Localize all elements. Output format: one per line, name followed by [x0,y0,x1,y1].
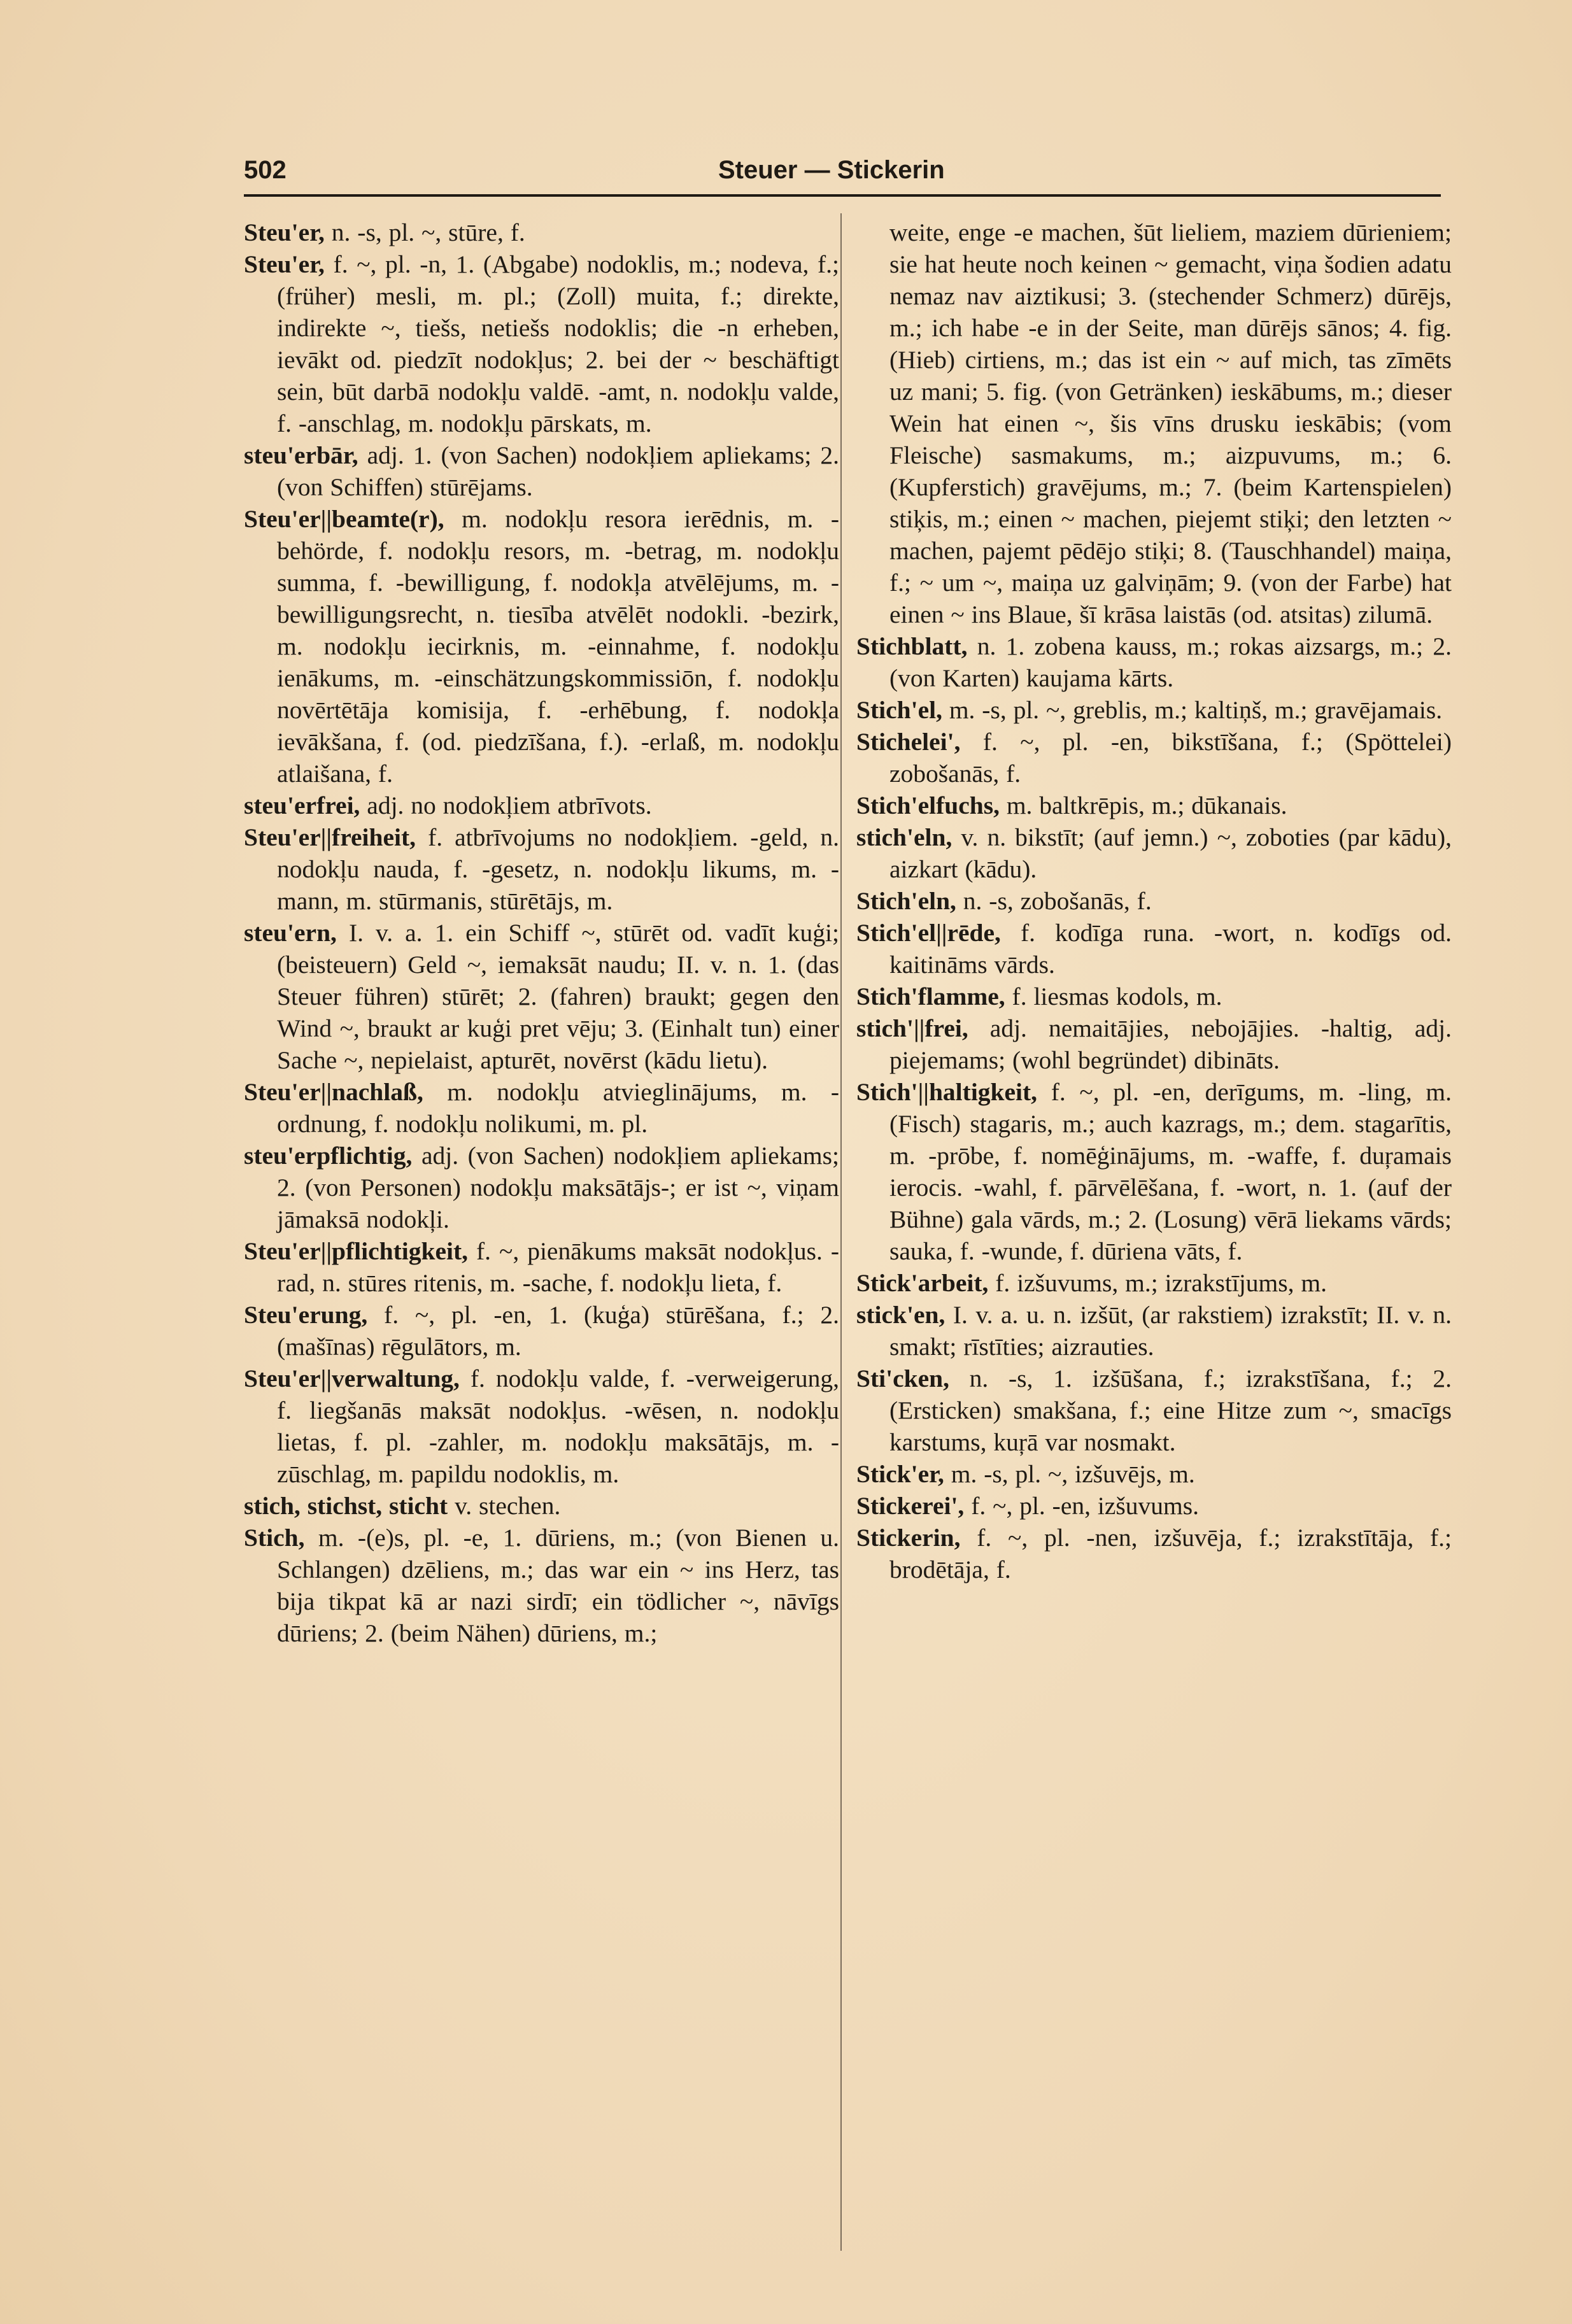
entry-definition: m. baltkrēpis, m.; dūkanais. [999,791,1287,819]
entry-headword: Stick'er, [856,1460,944,1488]
entry-headword: stick'en, [856,1301,945,1329]
entry-headword: Stich'el, [856,696,942,724]
entry-definition: f. ~, pl. -nen, izšuvēja, f.; izrakstītāja, f.; brodētāja, f. [889,1524,1452,1584]
dictionary-entry [244,1235,839,1299]
dictionary-entry [856,1076,1452,1267]
dictionary-entry [244,439,839,503]
entry-headword: stich'||frei, [856,1014,968,1042]
entry-definition: n. -s, 1. izšūšana, f.; izrakstīšana, f.; 2. (Ersticken) smakšana, f.; eine Hitze zum ~, smacīgs karstums, kuŗā var nosmakt. [889,1364,1452,1456]
dictionary-entry [856,1458,1452,1490]
dictionary-entry [856,1299,1452,1363]
dictionary-entry [244,216,839,248]
dictionary-entry [244,821,839,917]
right-column [856,216,1452,1585]
dictionary-entry [244,1490,839,1522]
entry-definition: m. -(e)s, pl. -e, 1. dūriens, m.; (von Bienen u. Schlangen) dzēliens, m.; das war ein ~ ins Herz, tas bija tikpat kā ar nazi sirdī; ein tödlicher ~, nāvīgs dūriens; 2. (beim Nähen) dūriens, m.; [277,1524,839,1647]
dictionary-entry [856,694,1452,726]
dictionary-entry [244,1299,839,1363]
entry-definition: m. -s, pl. ~, greblis, m.; kaltiņš, m.; gravējamais. [942,696,1443,724]
entry-headword: steu'erbār, [244,441,358,469]
entry-headword: Steu'er, [244,250,325,278]
dictionary-entry [244,1363,839,1490]
entry-definition: n. -s, zobošanās, f. [956,887,1152,915]
entry-definition: f. izšuvums, m.; izrakstījums, m. [988,1269,1327,1297]
entry-definition: f. nodokļu valde, f. -verweigerung, f. liegšanās maksāt nodokļus. -wēsen, n. nodokļu lietas, f. pl. -zahler, m. nodokļu maksātājs, m. -zūschlag, m. papildu nodoklis, m. [277,1364,839,1488]
left-column [244,216,839,1649]
dictionary-entry [244,1076,839,1140]
entry-headword: Stich'||haltigkeit, [856,1078,1038,1106]
entry-definition: n. 1. zobena kauss, m.; rokas aizsargs, m.; 2. (von Karten) kaujama kārts. [889,632,1452,692]
entry-definition: f. ~, pl. -en, izšuvums. [964,1492,1199,1520]
entry-headword: Stichblatt, [856,632,968,660]
dictionary-entry [856,1012,1452,1076]
dictionary-entry [244,248,839,439]
entry-definition: weite, enge -e machen, šūt lieliem, maziem dūrieniem; sie hat heute noch keinen ~ gemacht, viņa šodien adatu nemaz nav aiztikusi; 3. (stechender Schmerz) dūrējs, m.; ich habe -e in der Seite, man dūrējs sānos; 4. fig. (Hieb) cirtiens, m.; das ist ein ~ auf mich, tas zīmēts uz mani; 5. fig. (von Getränken) ieskābums, m.; dieser Wein hat einen ~, šis vīns drusku ieskābis; (vom Fleische) sasmakums, m.; aizpuvums, m.; 6. (Kupferstich) gravējums, m.; 7. (beim Kartenspielen) stiķis, m.; einen ~ machen, piejemt stiķi; den letzten ~ machen, pajemt pēdējo stiķi; 8. (Tauschhandel) maiņa, f.; ~ um ~, maiņa uz galviņām; 9. (von der Farbe) hat einen ~ ins Blaue, šī krāsa laistās (od. atsitas) zilumā. [889,218,1452,628]
entry-definition: n. -s, pl. ~, stūre, f. [324,218,525,246]
entry-definition: v. n. bikstīt; (auf jemn.) ~, zoboties (par kādu), aizkart (kādu). [889,823,1452,883]
page-header [244,153,1441,197]
dictionary-entry [244,1140,839,1235]
entry-headword: steu'erfrei, [244,791,360,819]
dictionary-entry [856,630,1452,694]
entry-definition: f. ~, pl. -en, bikstīšana, f.; (Spöttelei) zobošanās, f. [889,728,1452,788]
dictionary-entry [244,1522,839,1649]
entry-headword: Stich'eln, [856,887,956,915]
entry-headword: Steu'er||beamte(r), [244,505,444,533]
dictionary-entry [244,790,839,821]
entry-headword: Steu'er||verwaltung, [244,1364,460,1392]
entry-definition: f. ~, pl. -en, 1. (kuģa) stūrēšana, f.; 2. (mašīnas) rēgulātors, m. [277,1301,839,1361]
entry-headword: Sti'cken, [856,1364,949,1392]
dictionary-entry [244,503,839,790]
entry-definition: I. v. a. 1. ein Schiff ~, stūrēt od. vadīt kuģi; (beisteuern) Geld ~, iemaksāt naudu; II. v. n. 1. (das Steuer führen) stūrēt; 2. (fahren) braukt; gegen den Wind ~, braukt ar kuģi pret vēju; 3. (Einhalt tun) einer Sache ~, nepielaist, apturēt, novērst (kādu lietu). [277,919,839,1074]
entry-definition: f. ~, pienākums maksāt nodokļus. -rad, n. stūres ritenis, m. -sache, f. nodokļu lieta, f. [277,1237,839,1297]
entry-headword: Steu'er||freiheit, [244,823,416,851]
entry-headword: Stich'el||rēde, [856,919,1001,947]
entry-headword: stich, stichst, sticht [244,1492,448,1520]
dictionary-entry [856,1267,1452,1299]
entry-definition: f. liesmas kodols, m. [1005,982,1222,1010]
entry-headword: Stick'arbeit, [856,1269,989,1297]
entry-definition: adj. (von Sachen) nodokļiem apliekams; 2. (von Personen) nodokļu maksātājs-; er ist ~, viņam jāmaksā nodokļi. [277,1142,839,1233]
entry-headword: Stich, [244,1524,305,1552]
dictionary-entry [856,821,1452,885]
dictionary-entry [244,917,839,1076]
entry-headword: Stickerin, [856,1524,961,1552]
entry-headword: Steu'er||nachlaß, [244,1078,423,1106]
entry-definition: m. nodokļu atvieglinājums, m. -ordnung, f. nodokļu nolikumi, m. pl. [277,1078,839,1138]
entry-definition: v. stechen. [448,1492,561,1520]
entry-headword: Steu'erung, [244,1301,368,1329]
running-title: Steuer — Stickerin [718,156,945,184]
dictionary-entry [856,1522,1452,1585]
entry-headword: Steu'er||pflichtigkeit, [244,1237,469,1265]
dictionary-entry [856,790,1452,821]
entry-definition: adj. no nodokļiem atbrīvots. [360,791,652,819]
column-divider [840,213,842,2251]
entry-headword: steu'erpflichtig, [244,1142,413,1170]
entry-headword: stich'eln, [856,823,952,851]
entry-headword: Stichelei', [856,728,961,756]
dictionary-entry [856,981,1452,1012]
entry-definition: adj. nemaitājies, nebojājies. -haltig, adj. piejemams; (wohl begründet) dibināts. [889,1014,1452,1074]
dictionary-entry [856,917,1452,981]
entry-definition: I. v. a. u. n. izšūt, (ar rakstiem) izrakstīt; II. v. n. smakt; rīstīties; aizrauties. [889,1301,1452,1361]
entry-definition: f. ~, pl. -n, 1. (Abgabe) nodoklis, m.; nodeva, f.; (früher) mesli, m. pl.; (Zoll) muita, f.; direkte, indirekte ~, tiešs, netiešs nodoklis; die -n erheben, ievākt od. piedzīt nodokļus; 2. bei der ~ beschäftigt sein, būt darbā nodokļu valdē. -amt, n. nodokļu valde, f. -anschlag, m. nodokļu pārskats, m. [277,250,839,437]
entry-definition: f. atbrīvojums no nodokļiem. -geld, n. nodokļu nauda, f. -gesetz, n. nodokļu likums, m. -mann, m. stūrmanis, stūrētājs, m. [277,823,839,915]
header-rule [244,194,1441,197]
dictionary-entry [856,726,1452,790]
entry-headword: Stich'flamme, [856,982,1005,1010]
entry-definition: f. kodīga runa. -wort, n. kodīgs od. kaitināms vārds. [889,919,1452,979]
entry-headword: Stickerei', [856,1492,965,1520]
entry-definition: m. -s, pl. ~, izšuvējs, m. [944,1460,1195,1488]
dictionary-entry [856,1363,1452,1458]
entry-definition: m. nodokļu resora ierēdnis, m. -behörde, f. nodokļu resors, m. -betrag, m. nodokļu summa, f. -bewilligung, f. nodokļa atvēlējums, m. -bewilligungsrecht, n. tiesība atvēlēt nodokli. -bezirk, m. nodokļu iecirknis, m. -einnahme, f. nodokļu ienākums, m. -einschätzungskommissiōn, f. nodokļu novērtētāja komisija, f. -erhēbung, f. nodokļa ievākšana, f. (od. piedzīšana, f.). -erlaß, m. nodokļu atlaišana, f. [277,505,839,788]
entry-definition: adj. 1. (von Sachen) nodokļiem apliekams; 2. (von Schiffen) stūrējams. [277,441,839,501]
entry-definition: f. ~, pl. -en, derīgums, m. -ling, m. (Fisch) stagaris, m.; auch kazrags, m.; dem. stagarītis, m. -prōbe, f. nomēģinājums, m. -waffe, f. duŗamais ierocis. -wahl, f. pārvēlēšana, f. -wort, n. 1. (auf der Bühne) gala vārds, m.; 2. (Losung) vērā liekams vārds; sauka, f. -wunde, f. dūriena vāts, f. [889,1078,1452,1265]
dictionary-entry [856,216,1452,630]
dictionary-entry [856,1490,1452,1522]
entry-headword: steu'ern, [244,919,337,947]
page-number: 502 [244,156,287,184]
entry-headword: Stich'elfuchs, [856,791,1000,819]
dictionary-entry [856,885,1452,917]
entry-headword: Steu'er, [244,218,325,246]
